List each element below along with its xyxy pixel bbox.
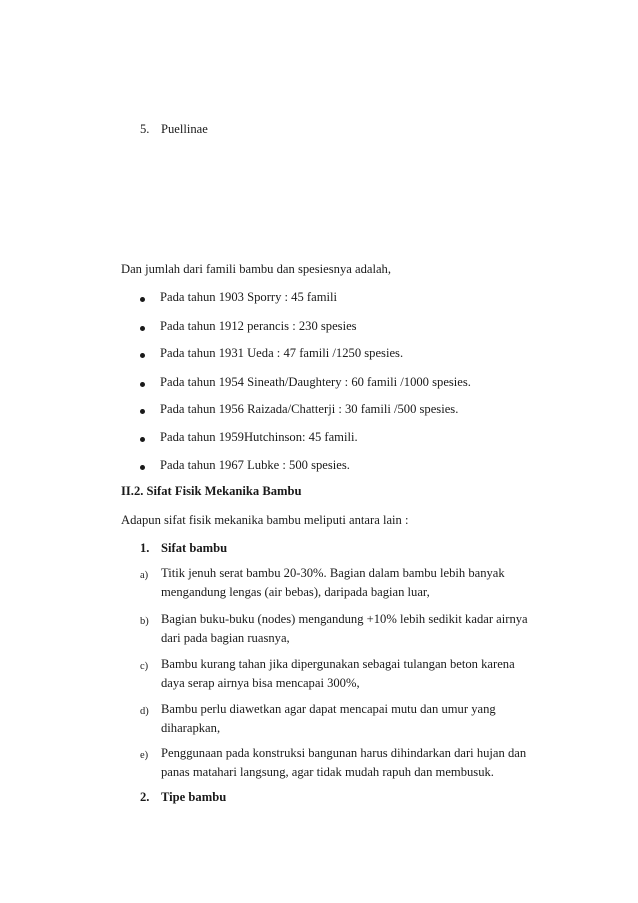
subsection-number: 2. (140, 790, 150, 804)
list-item-line: Bambu perlu diawetkan agar dapat mencapai mutu dan umur yang (161, 702, 496, 716)
list-item-line: mengandung lengas (air bebas), daripada bagian luar, (161, 585, 430, 599)
list-item-line: Bagian buku-buku (nodes) mengandung +10% lebih sedikit kadar airnya (161, 612, 528, 626)
list-item-line: daya serap airnya bisa mencapai 300%, (161, 676, 360, 690)
list-item-line: Bambu kurang tahan jika dipergunakan sebagai tulangan beton karena (161, 657, 515, 671)
bullet-icon (140, 297, 145, 302)
bullet-item: Pada tahun 1903 Sporry : 45 famili (160, 290, 337, 304)
intro-paragraph: Dan jumlah dari famili bambu dan spesiesnya adalah, (121, 262, 391, 276)
list-letter: d) (140, 706, 149, 717)
bullet-icon (140, 465, 145, 470)
bullet-icon (140, 437, 145, 442)
bullet-item: Pada tahun 1956 Raizada/Chatterji : 30 famili /500 spesies. (160, 402, 459, 416)
list-letter: b) (140, 616, 149, 627)
subsection-number: 1. (140, 541, 150, 555)
section-intro: Adapun sifat fisik mekanika bambu meliputi antara lain : (121, 513, 409, 527)
list-item-line: dari pada bagian ruasnya, (161, 631, 290, 645)
list-item-label: Puellinae (161, 122, 208, 136)
bullet-icon (140, 326, 145, 331)
bullet-item: Pada tahun 1967 Lubke : 500 spesies. (160, 458, 350, 472)
bullet-icon (140, 409, 145, 414)
section-heading: II.2. Sifat Fisik Mekanika Bambu (121, 484, 302, 498)
subsection-title: Tipe bambu (161, 790, 227, 804)
list-letter: c) (140, 661, 149, 672)
list-item-line: Titik jenuh serat bambu 20-30%. Bagian dalam bambu lebih banyak (161, 566, 505, 580)
list-item-line: Penggunaan pada konstruksi bangunan harus dihindarkan dari hujan dan (161, 746, 527, 760)
bullet-icon (140, 353, 145, 358)
list-item-line: panas matahari langsung, agar tidak mudah rapuh dan membusuk. (161, 765, 494, 779)
list-letter: a) (140, 570, 149, 581)
list-letter: e) (140, 750, 149, 761)
bullet-item: Pada tahun 1954 Sineath/Daughtery : 60 famili /1000 spesies. (160, 375, 471, 389)
list-number: 5. (140, 122, 150, 136)
bullet-item: Pada tahun 1912 perancis : 230 spesies (160, 319, 357, 333)
bullet-item: Pada tahun 1931 Ueda : 47 famili /1250 spesies. (160, 346, 404, 360)
subsection-title: Sifat bambu (161, 541, 228, 555)
list-item-line: diharapkan, (161, 721, 221, 735)
bullet-icon (140, 382, 145, 387)
bullet-item: Pada tahun 1959Hutchinson: 45 famili. (160, 430, 358, 444)
